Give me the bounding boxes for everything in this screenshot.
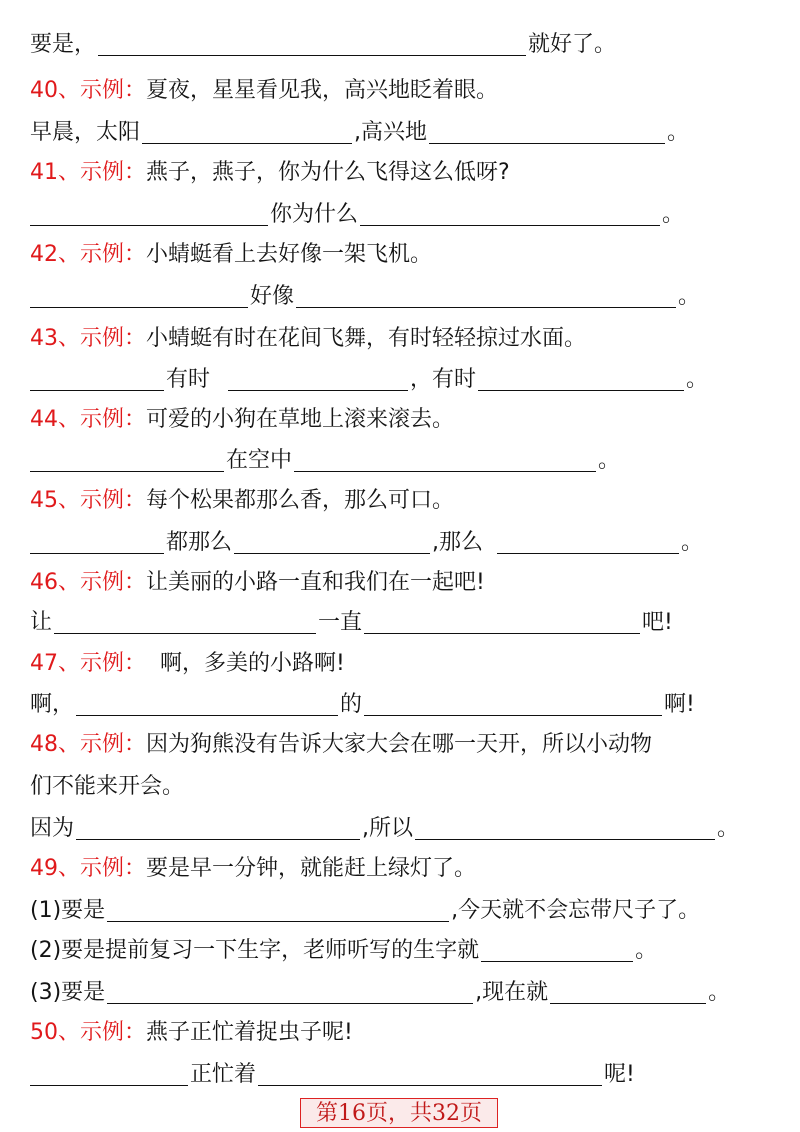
text: ,现在就 — [475, 980, 549, 1005]
answer-blank[interactable] — [364, 611, 640, 634]
example-sentence: 小蜻蜓看上去好像一架飞机。 — [146, 242, 433, 267]
answer-blank[interactable] — [30, 449, 224, 472]
text: 。 — [681, 530, 704, 555]
answer-blank[interactable] — [30, 531, 164, 554]
question-number: 43、 — [30, 326, 80, 351]
answer-blank[interactable] — [98, 33, 526, 56]
text: 就好了。 — [528, 32, 617, 57]
question-number: 46、 — [30, 570, 80, 595]
answer-blank[interactable] — [481, 939, 633, 962]
question-number: 49、 — [30, 856, 80, 881]
example-label: 示例： — [80, 488, 147, 513]
answer-blank[interactable] — [294, 449, 596, 472]
example-label: 示例： — [80, 651, 147, 676]
question-41 — [30, 158, 510, 188]
text: 好像 — [250, 284, 295, 309]
text: 要是， — [30, 32, 97, 57]
fill-line — [30, 118, 689, 148]
fill-line — [30, 1060, 635, 1090]
question-43 — [30, 324, 586, 354]
text: 有时 — [166, 367, 211, 392]
fill-line — [30, 896, 700, 926]
example-sentence: 因为狗熊没有告诉大家大会在哪一天开，所以小动物 — [146, 732, 653, 757]
text: 。 — [686, 367, 709, 392]
text: 你为什么 — [270, 202, 359, 227]
text: 的 — [340, 692, 363, 717]
answer-blank[interactable] — [142, 121, 352, 144]
answer-blank[interactable] — [107, 899, 449, 922]
text: ,所以 — [362, 816, 414, 841]
answer-blank[interactable] — [429, 121, 665, 144]
text: 。 — [678, 284, 701, 309]
example-label: 示例： — [80, 1020, 147, 1045]
text: 。 — [598, 448, 621, 473]
fill-line — [30, 690, 695, 720]
answer-blank[interactable] — [258, 1063, 602, 1086]
answer-blank[interactable] — [30, 368, 164, 391]
text: 啊! — [664, 692, 695, 717]
answer-blank[interactable] — [234, 531, 430, 554]
example-sentence: 要是早一分钟，就能赶上绿灯了。 — [146, 856, 477, 881]
answer-blank[interactable] — [30, 203, 268, 226]
text: 吧! — [642, 610, 673, 635]
text: 因为 — [30, 816, 75, 841]
text: ,那么 — [432, 530, 484, 555]
question-number: 40、 — [30, 78, 80, 103]
question-number: 47、 — [30, 651, 80, 676]
question-number: 42、 — [30, 242, 80, 267]
text: ，有时 — [410, 367, 477, 392]
fill-line — [30, 814, 739, 844]
question-number: 41、 — [30, 160, 80, 185]
example-sentence: 燕子正忙着捉虫子呢! — [146, 1020, 353, 1045]
text: ,高兴地 — [354, 120, 428, 145]
question-50 — [30, 1018, 353, 1048]
example-label: 示例： — [80, 78, 147, 103]
answer-blank[interactable] — [30, 285, 248, 308]
answer-blank[interactable] — [550, 981, 706, 1004]
text: 让 — [30, 610, 53, 635]
fill-line — [30, 936, 657, 966]
page-indicator: 第16页，共32页 — [300, 1098, 498, 1128]
question-40 — [30, 76, 498, 106]
text: ,今天就不会忘带尺子了。 — [451, 898, 701, 923]
text: 都那么 — [166, 530, 233, 555]
text: 。 — [635, 938, 658, 963]
answer-blank[interactable] — [478, 368, 684, 391]
fill-line — [30, 978, 730, 1008]
example-label: 示例： — [80, 856, 147, 881]
fill-line — [30, 528, 703, 558]
question-number: 44、 — [30, 407, 80, 432]
example-label: 示例： — [80, 570, 147, 595]
answer-blank[interactable] — [415, 817, 715, 840]
example-sentence: 燕子，燕子，你为什么飞得这么低呀? — [146, 160, 510, 185]
answer-blank[interactable] — [364, 693, 662, 716]
example-sentence: 啊，多美的小路啊! — [160, 651, 345, 676]
fill-line — [30, 608, 673, 638]
text: 。 — [662, 202, 685, 227]
answer-blank[interactable] — [228, 368, 408, 391]
text: 呢! — [604, 1062, 635, 1087]
text: (1)要是 — [30, 898, 106, 923]
answer-blank[interactable] — [296, 285, 676, 308]
text: 一直 — [318, 610, 363, 635]
example-label: 示例： — [80, 407, 147, 432]
text: (3)要是 — [30, 980, 106, 1005]
text: (2)要是提前复习一下生字，老师听写的生字就 — [30, 938, 480, 963]
text: 啊， — [30, 692, 75, 717]
question-number: 50、 — [30, 1020, 80, 1045]
example-sentence: 小蜻蜓有时在花间飞舞，有时轻轻掠过水面。 — [146, 326, 587, 351]
answer-blank[interactable] — [30, 1063, 188, 1086]
fill-line — [30, 446, 620, 476]
text: 早晨，太阳 — [30, 120, 141, 145]
question-42 — [30, 240, 432, 270]
example-sentence: 们不能来开会。 — [30, 774, 185, 799]
fill-line — [30, 30, 616, 60]
question-44 — [30, 405, 454, 435]
example-sentence: 可爱的小狗在草地上滚来滚去。 — [146, 407, 455, 432]
example-label: 示例： — [80, 326, 147, 351]
example-continuation — [30, 772, 184, 802]
text: 。 — [717, 816, 740, 841]
text: 正忙着 — [190, 1062, 257, 1087]
answer-blank[interactable] — [497, 531, 679, 554]
fill-line — [30, 282, 700, 312]
question-49 — [30, 854, 476, 884]
text: 在空中 — [226, 448, 293, 473]
answer-blank[interactable] — [107, 981, 473, 1004]
answer-blank[interactable] — [54, 611, 316, 634]
example-label: 示例： — [80, 242, 147, 267]
question-45 — [30, 486, 454, 516]
example-label: 示例： — [80, 160, 147, 185]
question-number: 45、 — [30, 488, 80, 513]
answer-blank[interactable] — [76, 693, 338, 716]
question-46 — [30, 568, 485, 598]
text: 。 — [708, 980, 731, 1005]
example-sentence: 每个松果都那么香，那么可口。 — [146, 488, 455, 513]
text: 。 — [667, 120, 690, 145]
fill-line — [30, 200, 684, 230]
answer-blank[interactable] — [76, 817, 360, 840]
question-47 — [30, 649, 345, 679]
example-sentence: 夏夜，星星看见我，高兴地眨着眼。 — [146, 78, 499, 103]
example-label: 示例： — [80, 732, 147, 757]
question-48 — [30, 730, 652, 760]
question-number: 48、 — [30, 732, 80, 757]
fill-line — [30, 365, 708, 395]
example-sentence: 让美丽的小路一直和我们在一起吧! — [146, 570, 485, 595]
answer-blank[interactable] — [360, 203, 660, 226]
